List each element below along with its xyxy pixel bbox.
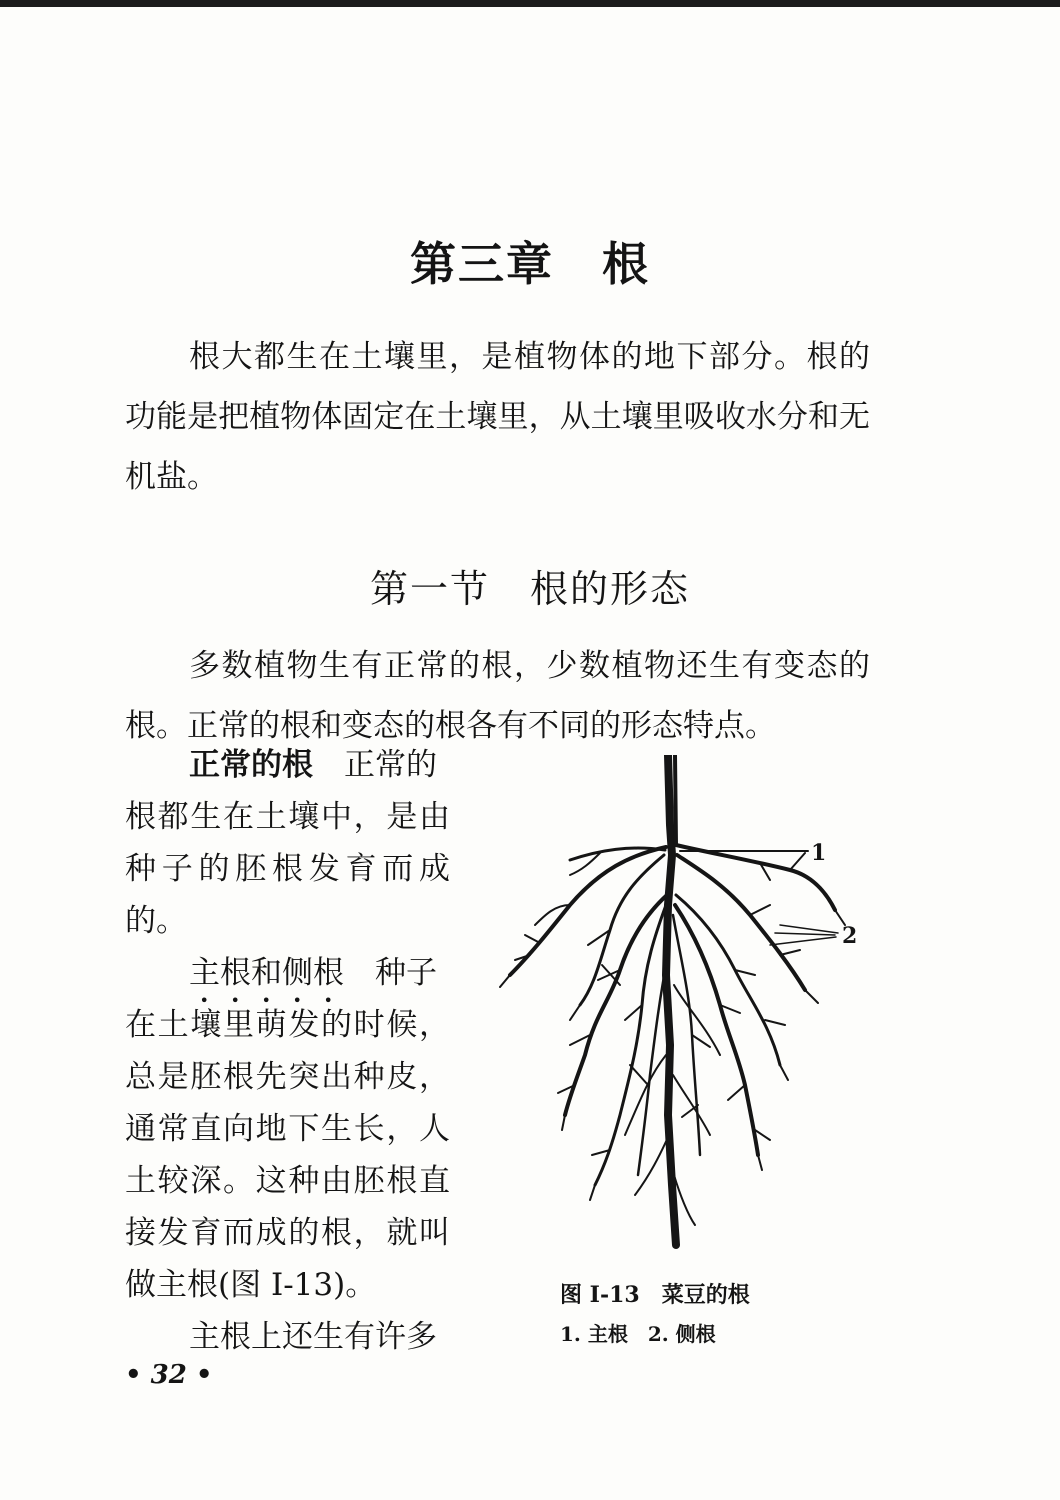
narrow-line-text: 种子 [375, 955, 437, 991]
narrow-line: 通常直向地下生长，人 [125, 1111, 450, 1147]
chapter-title: 第三章 根 [410, 237, 650, 291]
narrow-line: 在土壤里萌发的时候， [125, 1007, 450, 1043]
page-number: • 32 • [125, 1360, 213, 1390]
narrow-line: 土较深。这种由胚根直 [125, 1163, 450, 1199]
narrow-line: 总是胚根先突出种皮， [125, 1059, 450, 1095]
bean-root-illustration [470, 755, 870, 1275]
narrow-line [125, 740, 514, 790]
narrow-line-text: 正常的 [344, 747, 437, 783]
section-paragraph: 多数植物生有正常的根，少数植物还生有变态的根。正常的根和变态的根各有不同的形态特点。 [125, 648, 870, 744]
narrow-line: 接发育而成的根，就叫 [125, 1215, 450, 1251]
label-2: 2 [842, 923, 858, 949]
figure-caption-legend: 1. 主根 2. 侧根 [560, 1322, 716, 1346]
figure-caption-title: 图 I-13 菜豆的根 [560, 1282, 750, 1308]
intro-paragraph: 根大都生在土壤里，是植物体的地下部分。根的功能是把植物体固定在土壤里，从土壤里吸收水分和无机盐。 [125, 339, 870, 495]
narrow-line: 种子的胚根发育而成 [125, 851, 450, 887]
label-1: 1 [811, 840, 827, 866]
section-title: 第一节 根的形态 [369, 567, 690, 611]
narrow-line [125, 948, 514, 998]
narrow-line: 做主根(图 I-13)。 [125, 1267, 377, 1303]
narrow-line: 根都生在土壤中，是由 [125, 799, 450, 835]
normal-root-term: 正常的根 [189, 747, 313, 783]
narrow-line: 的。 [125, 903, 187, 939]
main-lateral-term: 主根和侧根 [189, 955, 344, 991]
top-rule [0, 0, 1060, 7]
narrow-line: 主根上还生有许多 [189, 1319, 437, 1355]
